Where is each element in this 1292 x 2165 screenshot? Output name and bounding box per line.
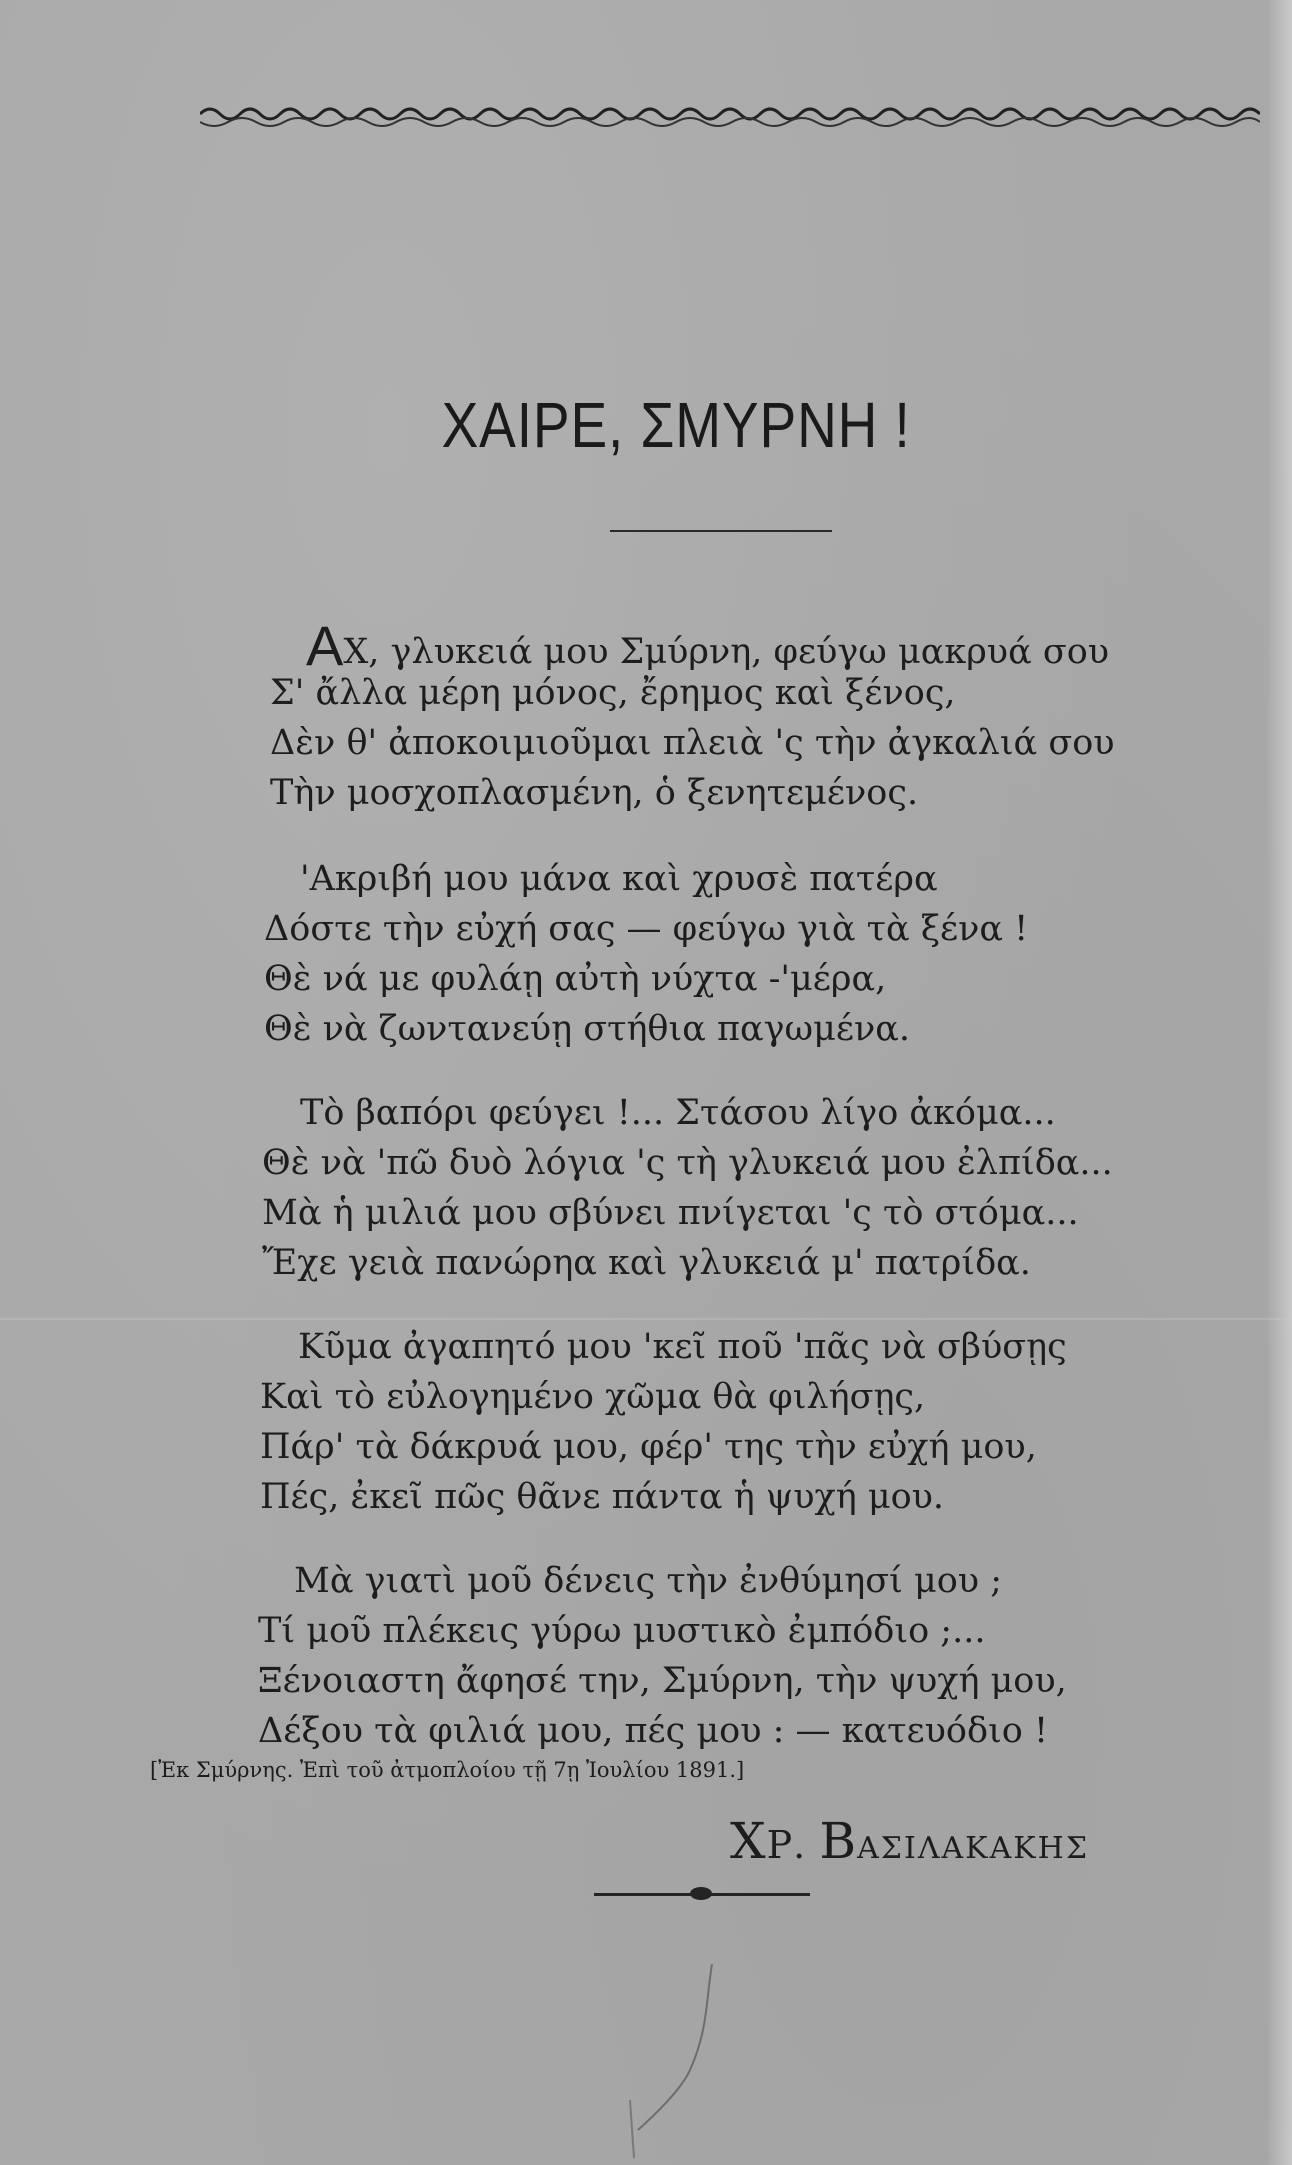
stanza-4-line-1: Κῦμα ἀγαπητό μου 'κεῖ ποῦ 'πᾶς νὰ σβύσῃς [298, 1327, 1067, 1367]
signature-surname: ΑΣΙΛΑΚΑΚΗΣ [857, 1831, 1090, 1866]
stanza-4-line-3: Πάρ' τὰ δάκρυά μου, φέρ' της τὴν εὐχή μου, [260, 1427, 1037, 1467]
top-wavy-ornament [200, 100, 1260, 140]
stanza-1-line-2: Σ' ἄλλα μέρη μόνος, ἔρημος καὶ ξένος, [270, 673, 956, 713]
poem-title: ΧΑΙΡΕ, ΣΜΥΡΝΗ ! [441, 389, 911, 461]
stanza-4-line-4: Πές, ἐκεῖ πῶς θᾶνε πάντα ἡ ψυχή μου. [260, 1477, 945, 1517]
stanza-2-line-2: Δόστε τὴν εὐχή σας — φεύγω γιὰ τὰ ξένα ! [264, 909, 1029, 949]
stanza-3-line-4: Ἔχε γειὰ πανώρηα καὶ γλυκειά μ' πατρίδα. [262, 1243, 1031, 1283]
footnote: [Ἐκ Σμύρνης. Ἐπὶ τοῦ ἀτμοπλοίου τῇ 7ῃ Ἰουλίου 1891.] [150, 1758, 745, 1782]
title-rule [610, 530, 832, 532]
stanza-3-line-2: Θὲ νὰ 'πῶ δυὸ λόγια 'ς τὴ γλυκειά μου ἐλπίδα... [262, 1143, 1113, 1183]
author-signature [730, 1812, 1089, 1870]
signature-initial-2: Β [819, 1812, 858, 1870]
page-edge [1266, 0, 1292, 2165]
end-rule-ornament [690, 1887, 712, 1900]
signature-part-1: Ρ. [766, 1823, 807, 1867]
stanza-1-line-1: ΑΧ, γλυκειά μου Σμύρνη, φεύγω μακρυά σου [306, 614, 1110, 677]
stanza-1-line-4: Τὴν μοσχοπλασμένη, ὁ ξενητεμένος. [270, 773, 919, 813]
stanza-1-line-3: Δὲν θ' ἀποκοιμιοῦμαι πλειὰ 'ς τὴν ἀγκαλιά σου [270, 723, 1115, 763]
stanza-5-line-1: Μὰ γιατὶ μοῦ δένεις τὴν ἐνθύμησί μου ; [294, 1561, 1002, 1601]
stanza-2-line-1: 'Ακριβή μου μάνα καὶ χρυσὲ πατέρα [300, 859, 938, 899]
stanza-4-line-2: Καὶ τὸ εὐλογημένο χῶμα θὰ φιλήσῃς, [260, 1377, 926, 1417]
dropcap: Α [306, 614, 344, 677]
fold-line [0, 1318, 1292, 1320]
stanza-5-line-2: Τί μοῦ πλέκεις γύρω μυστικὸ ἐμπόδιο ;... [258, 1611, 986, 1651]
stanza-3-line-1: Τὸ βαπόρι φεύγει !... Στάσου λίγο ἀκόμα... [300, 1093, 1056, 1133]
stanza-5-line-3: Ξένοιαστη ἄφησέ την, Σμύρνη, τὴν ψυχή μου, [258, 1661, 1067, 1701]
pencil-mark [620, 1960, 740, 2160]
stanza-5-line-4: Δέξου τὰ φιλιά μου, πές μου : — κατευόδιο ! [258, 1711, 1049, 1751]
signature-initial-1: Χ [730, 1812, 767, 1870]
stanza-2-line-3: Θὲ νά με φυλάῃ αὐτὴ νύχτα -'μέρα, [264, 959, 887, 999]
stanza-3-line-3: Μὰ ἡ μιλιά μου σβύνει πνίγεται 'ς τὸ στόμα... [262, 1193, 1079, 1233]
stanza-2-line-4: Θὲ νὰ ζωντανεύῃ στήθια παγωμένα. [264, 1009, 910, 1049]
